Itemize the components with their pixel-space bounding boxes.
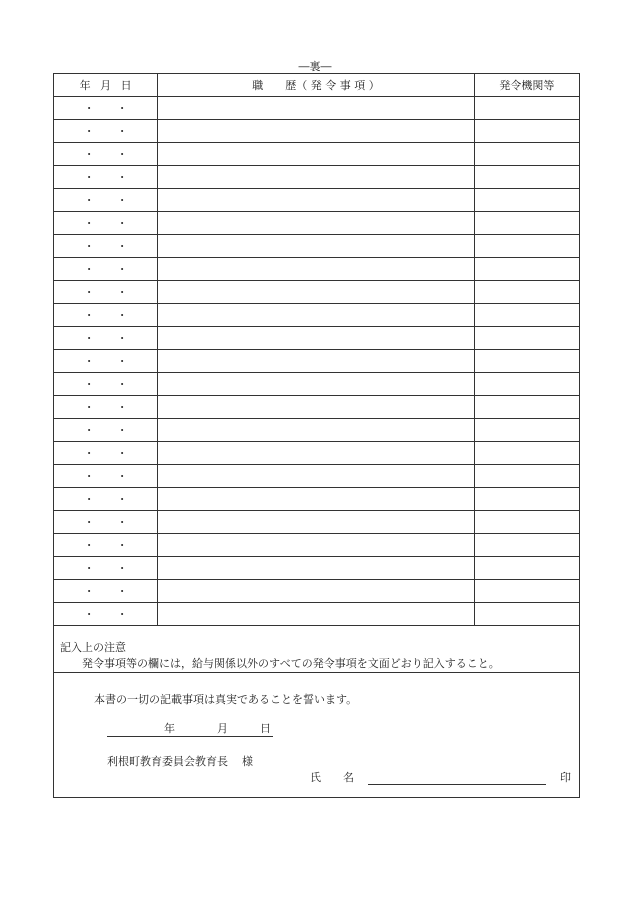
table-row	[54, 304, 580, 327]
issuer-cell[interactable]	[474, 258, 579, 281]
notes-body: 発令事項等の欄には，給与関係以外のすべての発令事項を文面どおり記入すること。	[82, 657, 500, 670]
table-row	[54, 235, 580, 258]
date-cell[interactable]: ・ ・	[54, 350, 158, 373]
issuer-cell[interactable]	[474, 97, 579, 120]
table-row	[54, 534, 580, 557]
oath-statement: 本書の一切の記載事項は真実であることを誓います。	[94, 693, 358, 706]
oath-cell	[54, 673, 580, 798]
name-row	[310, 769, 580, 785]
issuer-cell[interactable]	[474, 281, 579, 304]
header-date: 年 月 日	[54, 74, 158, 97]
table-row	[54, 212, 580, 235]
career-cell[interactable]	[158, 189, 475, 212]
table-row	[54, 97, 580, 120]
date-cell[interactable]: ・ ・	[54, 143, 158, 166]
date-cell[interactable]: ・ ・	[54, 534, 158, 557]
header-career: 職 歴（ 発 令 事 項 ）	[158, 74, 475, 97]
career-cell[interactable]	[158, 511, 475, 534]
issuer-cell[interactable]	[474, 511, 579, 534]
date-cell[interactable]: ・ ・	[54, 465, 158, 488]
career-cell[interactable]	[158, 304, 475, 327]
date-cell[interactable]: ・ ・	[54, 304, 158, 327]
issuer-cell[interactable]	[474, 488, 579, 511]
date-cell[interactable]: ・ ・	[54, 281, 158, 304]
name-label: 氏名	[310, 771, 376, 784]
table-row	[54, 488, 580, 511]
career-cell[interactable]	[158, 258, 475, 281]
oath-row	[54, 673, 580, 798]
table-row	[54, 120, 580, 143]
notes-cell	[54, 626, 580, 673]
career-cell[interactable]	[158, 235, 475, 258]
career-cell[interactable]	[158, 488, 475, 511]
date-cell[interactable]: ・ ・	[54, 258, 158, 281]
career-cell[interactable]	[158, 419, 475, 442]
table-row	[54, 143, 580, 166]
table-header-row	[54, 74, 580, 97]
oath-date-year: 年	[164, 722, 175, 735]
issuer-cell[interactable]	[474, 212, 579, 235]
table-row	[54, 603, 580, 626]
career-cell[interactable]	[158, 327, 475, 350]
table-row	[54, 396, 580, 419]
issuer-cell[interactable]	[474, 327, 579, 350]
date-cell[interactable]: ・ ・	[54, 396, 158, 419]
date-cell[interactable]: ・ ・	[54, 603, 158, 626]
career-cell[interactable]	[158, 442, 475, 465]
oath-date-month: 月	[217, 722, 228, 735]
issuer-cell[interactable]	[474, 603, 579, 626]
table-row	[54, 373, 580, 396]
date-cell[interactable]: ・ ・	[54, 97, 158, 120]
career-cell[interactable]	[158, 143, 475, 166]
issuer-cell[interactable]	[474, 143, 579, 166]
career-cell[interactable]	[158, 465, 475, 488]
addressee	[107, 753, 253, 769]
notes-title: 記入上の注意	[60, 641, 126, 654]
table-row	[54, 557, 580, 580]
issuer-cell[interactable]	[474, 189, 579, 212]
oath-date-field[interactable]	[107, 720, 273, 737]
date-cell[interactable]: ・ ・	[54, 373, 158, 396]
issuer-cell[interactable]	[474, 396, 579, 419]
issuer-cell[interactable]	[474, 580, 579, 603]
table-row	[54, 465, 580, 488]
table-row	[54, 281, 580, 304]
date-cell[interactable]: ・ ・	[54, 419, 158, 442]
table-row	[54, 442, 580, 465]
career-cell[interactable]	[158, 120, 475, 143]
issuer-cell[interactable]	[474, 235, 579, 258]
issuer-cell[interactable]	[474, 534, 579, 557]
oath-date-day: 日	[260, 722, 271, 735]
career-cell[interactable]	[158, 603, 475, 626]
issuer-cell[interactable]	[474, 419, 579, 442]
header-issuer: 発令機関等	[474, 74, 579, 97]
issuer-cell[interactable]	[474, 350, 579, 373]
table-row	[54, 327, 580, 350]
date-cell[interactable]: ・ ・	[54, 235, 158, 258]
date-cell[interactable]: ・ ・	[54, 488, 158, 511]
issuer-cell[interactable]	[474, 304, 579, 327]
name-field[interactable]	[368, 772, 546, 785]
date-cell[interactable]: ・ ・	[54, 442, 158, 465]
date-cell[interactable]: ・ ・	[54, 120, 158, 143]
career-cell[interactable]	[158, 212, 475, 235]
date-cell[interactable]: ・ ・	[54, 212, 158, 235]
date-cell[interactable]: ・ ・	[54, 511, 158, 534]
addressee-title: 利根町教育委員会教育長	[107, 755, 228, 768]
table-row	[54, 350, 580, 373]
issuer-cell[interactable]	[474, 166, 579, 189]
issuer-cell[interactable]	[474, 120, 579, 143]
notes-row	[54, 626, 580, 673]
table-row	[54, 419, 580, 442]
table-row	[54, 580, 580, 603]
career-cell[interactable]	[158, 281, 475, 304]
table-row	[54, 258, 580, 281]
issuer-cell[interactable]	[474, 465, 579, 488]
seal-label: 印	[560, 771, 571, 784]
career-cell[interactable]	[158, 350, 475, 373]
career-cell[interactable]	[158, 97, 475, 120]
date-cell[interactable]: ・ ・	[54, 189, 158, 212]
date-cell[interactable]: ・ ・	[54, 557, 158, 580]
addressee-honorific: 様	[242, 755, 253, 768]
career-cell[interactable]	[158, 557, 475, 580]
career-cell[interactable]	[158, 166, 475, 189]
career-cell[interactable]	[158, 534, 475, 557]
date-cell[interactable]: ・ ・	[54, 327, 158, 350]
date-cell[interactable]: ・ ・	[54, 580, 158, 603]
date-cell[interactable]: ・ ・	[54, 166, 158, 189]
issuer-cell[interactable]	[474, 373, 579, 396]
issuer-cell[interactable]	[474, 442, 579, 465]
career-cell[interactable]	[158, 580, 475, 603]
table-row	[54, 189, 580, 212]
table-row	[54, 166, 580, 189]
table-body	[54, 97, 580, 626]
career-history-table	[53, 73, 580, 798]
career-cell[interactable]	[158, 396, 475, 419]
page-heading: ―裏―	[298, 60, 332, 73]
table-row	[54, 511, 580, 534]
career-cell[interactable]	[158, 373, 475, 396]
issuer-cell[interactable]	[474, 557, 579, 580]
